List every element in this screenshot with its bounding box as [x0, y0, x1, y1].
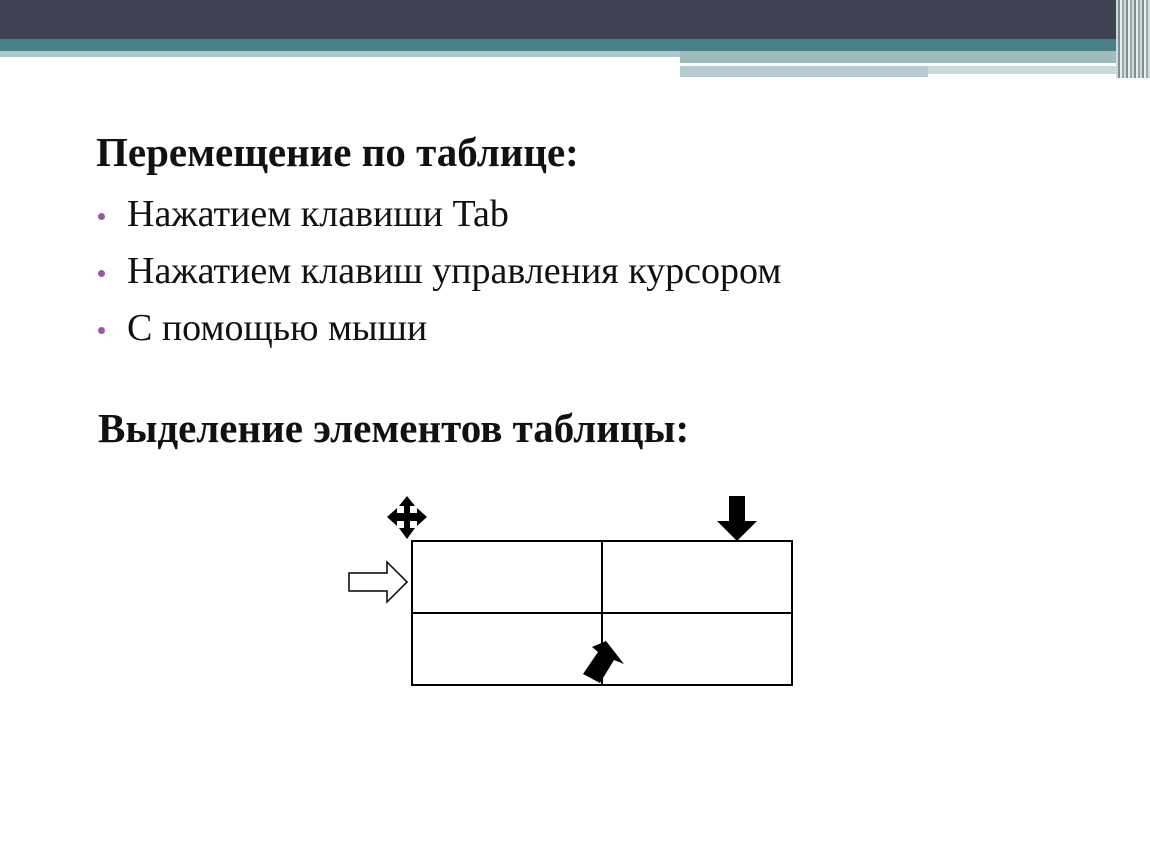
navigation-bullet-list [96, 186, 781, 357]
bullet-item-tab-key [96, 186, 781, 243]
bullet-text: Нажатием клавиш управления курсором [127, 250, 782, 292]
column-select-down-arrow-icon [717, 496, 757, 541]
bullet-item-cursor-keys [96, 243, 781, 300]
bullet-item-mouse [96, 300, 781, 357]
heading-table-selection: Выделение элементов таблицы: [98, 405, 690, 451]
header-teal-band [0, 39, 1150, 51]
header-light-band-lower [680, 66, 928, 77]
header-light-band-right [680, 51, 1125, 63]
bullet-dot-icon [98, 213, 105, 220]
bullet-text: Нажатием клавиши Tab [127, 193, 509, 235]
bullet-text: С помощью мыши [127, 307, 428, 349]
bullet-dot-icon [98, 270, 105, 277]
header-dark-band [0, 0, 1150, 39]
heading-table-navigation: Перемещение по таблице: [96, 129, 579, 175]
header-stripes [1116, 0, 1150, 78]
header-light-band-lower-right [928, 66, 1128, 74]
table-selection-diagram [340, 485, 810, 700]
header-light-band [0, 51, 680, 57]
cell-select-diagonal-arrow-icon [583, 641, 624, 683]
row-select-right-arrow-icon [349, 562, 407, 602]
bullet-dot-icon [98, 327, 105, 334]
move-cross-icon [387, 496, 427, 539]
